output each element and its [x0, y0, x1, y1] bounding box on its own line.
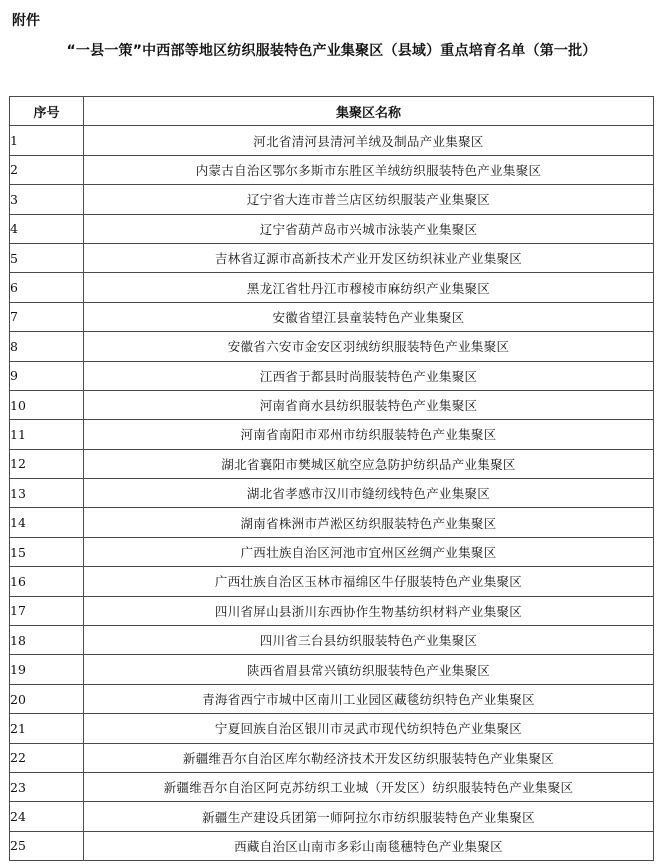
row-number: 4 [10, 214, 84, 243]
row-number: 23 [10, 772, 84, 801]
attachment-label: 附件 [12, 13, 40, 29]
cluster-name: 河南省南阳市邓州市纺织服装特色产业集聚区 [84, 420, 654, 449]
row-number: 8 [10, 332, 84, 361]
row-number: 17 [10, 596, 84, 625]
cluster-name: 湖北省孝感市汉川市缝纫线特色产业集聚区 [84, 479, 654, 508]
cluster-name: 安徽省望江县童装特色产业集聚区 [84, 302, 654, 331]
row-number: 3 [10, 185, 84, 214]
cluster-name: 吉林省辽源市高新技术产业开发区纺织袜业产业集聚区 [84, 243, 654, 272]
row-number: 13 [10, 479, 84, 508]
row-number: 22 [10, 743, 84, 772]
row-number: 19 [10, 655, 84, 684]
table-row [10, 714, 654, 743]
row-number: 20 [10, 684, 84, 713]
table-row [10, 772, 654, 801]
row-number: 6 [10, 273, 84, 302]
cluster-name: 青海省西宁市城中区南川工业园区藏毯纺织特色产业集聚区 [84, 684, 654, 713]
table-row [10, 508, 654, 537]
table-row [10, 214, 654, 243]
cluster-name: 新疆维吾尔自治区阿克苏纺织工业城（开发区）纺织服装特色产业集聚区 [84, 772, 654, 801]
row-number: 25 [10, 831, 84, 860]
cluster-name: 新疆生产建设兵团第一师阿拉尔市纺织服装特色产业集聚区 [84, 802, 654, 831]
cluster-name: 内蒙古自治区鄂尔多斯市东胜区羊绒纺织服装特色产业集聚区 [84, 155, 654, 184]
row-number: 9 [10, 361, 84, 390]
cluster-name: 西藏自治区山南市多彩山南毯穗特色产业集聚区 [84, 831, 654, 860]
row-number: 24 [10, 802, 84, 831]
row-number: 16 [10, 567, 84, 596]
cluster-name: 四川省屏山县浙川东西协作生物基纺织材料产业集聚区 [84, 596, 654, 625]
row-number: 7 [10, 302, 84, 331]
row-number: 21 [10, 714, 84, 743]
cluster-name: 黑龙江省牡丹江市穆棱市麻纺织产业集聚区 [84, 273, 654, 302]
table-row [10, 390, 654, 419]
table-row [10, 802, 654, 831]
row-number: 10 [10, 390, 84, 419]
cluster-name: 陕西省眉县常兴镇纺织服装特色产业集聚区 [84, 655, 654, 684]
table-row [10, 273, 654, 302]
row-number: 1 [10, 126, 84, 155]
table-row [10, 537, 654, 566]
table-row [10, 302, 654, 331]
table-row [10, 332, 654, 361]
table-row [10, 684, 654, 713]
table-row [10, 185, 654, 214]
cluster-name: 新疆维吾尔自治区库尔勒经济技术开发区纺织服装特色产业集聚区 [84, 743, 654, 772]
cluster-name: 河南省商水县纺织服装特色产业集聚区 [84, 390, 654, 419]
row-number: 5 [10, 243, 84, 272]
row-number: 12 [10, 449, 84, 478]
table-row [10, 626, 654, 655]
column-header-name: 集聚区名称 [84, 97, 654, 126]
row-number: 11 [10, 420, 84, 449]
table-row [10, 126, 654, 155]
table-row [10, 655, 654, 684]
cluster-name: 辽宁省葫芦岛市兴城市泳装产业集聚区 [84, 214, 654, 243]
cluster-name: 广西壮族自治区玉林市福绵区牛仔服装特色产业集聚区 [84, 567, 654, 596]
table-row [10, 479, 654, 508]
cluster-name: 辽宁省大连市普兰店区纺织服装产业集聚区 [84, 185, 654, 214]
cluster-name: 广西壮族自治区河池市宜州区丝绸产业集聚区 [84, 537, 654, 566]
column-header-number: 序号 [10, 97, 84, 126]
cluster-list-table [9, 96, 654, 861]
cluster-name: 安徽省六安市金安区羽绒纺织服装特色产业集聚区 [84, 332, 654, 361]
cluster-name: 湖北省襄阳市樊城区航空应急防护纺织品产业集聚区 [84, 449, 654, 478]
cluster-name: 宁夏回族自治区银川市灵武市现代纺织特色产业集聚区 [84, 714, 654, 743]
table-row [10, 743, 654, 772]
cluster-name: 湖南省株洲市芦淞区纺织服装特色产业集聚区 [84, 508, 654, 537]
table-row [10, 831, 654, 860]
table-row [10, 596, 654, 625]
table-row [10, 243, 654, 272]
table-row [10, 361, 654, 390]
row-number: 15 [10, 537, 84, 566]
table-header-row [10, 97, 654, 126]
table-body [10, 126, 654, 861]
cluster-name: 江西省于都县时尚服装特色产业集聚区 [84, 361, 654, 390]
row-number: 14 [10, 508, 84, 537]
document-title: “一县一策”中西部等地区纺织服装特色产业集聚区（县域）重点培育名单（第一批） [66, 43, 597, 59]
cluster-name: 河北省清河县清河羊绒及制品产业集聚区 [84, 126, 654, 155]
row-number: 2 [10, 155, 84, 184]
table-row [10, 567, 654, 596]
table-row [10, 449, 654, 478]
table-row [10, 420, 654, 449]
row-number: 18 [10, 626, 84, 655]
table-row [10, 155, 654, 184]
cluster-name: 四川省三台县纺织服装特色产业集聚区 [84, 626, 654, 655]
